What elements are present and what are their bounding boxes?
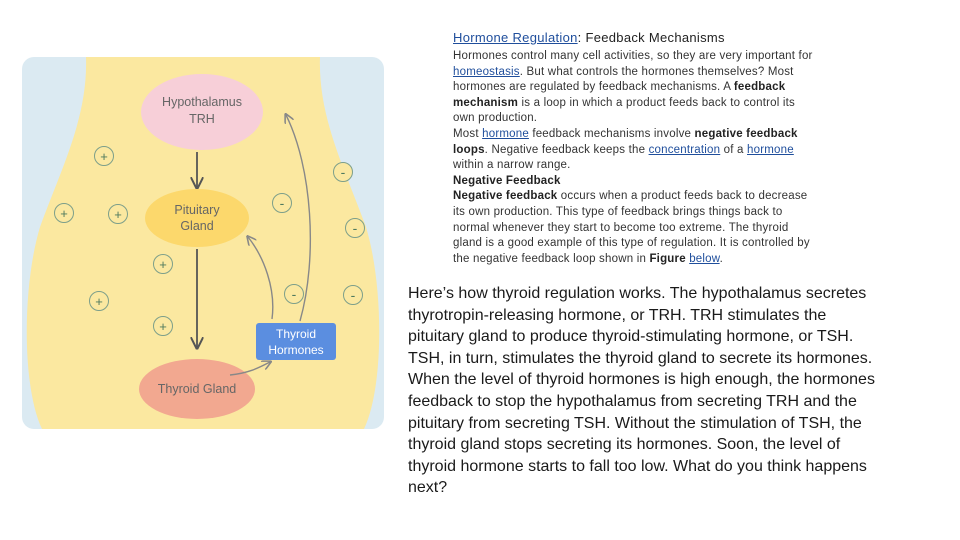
plus-badge-2 bbox=[55, 204, 74, 223]
negative-loops-paragraph bbox=[453, 127, 813, 174]
concentration-link[interactable]: concentration bbox=[648, 143, 721, 156]
negative-feedback-loops-term: negative feedback loops bbox=[453, 127, 798, 156]
plus-badge-5 bbox=[90, 292, 109, 311]
hormone-link-2[interactable]: hormone bbox=[747, 143, 794, 156]
hormone-link[interactable]: hormone bbox=[482, 127, 529, 140]
figure-term: Figure bbox=[649, 252, 686, 265]
trh-label: TRH bbox=[189, 112, 215, 126]
hypothalamus-label: Hypothalamus bbox=[162, 95, 242, 109]
svg-text:-: - bbox=[352, 220, 358, 236]
below-link[interactable]: below bbox=[689, 252, 720, 265]
feedback-mechanism-term: feedback mechanism bbox=[453, 81, 786, 109]
negative-feedback-paragraph bbox=[453, 189, 813, 267]
pituitary-label-line2: Gland bbox=[180, 219, 214, 233]
svg-text:-: - bbox=[350, 287, 356, 303]
p3-period: . bbox=[719, 252, 724, 265]
p3-text-a: occurs when a product feeds back to decrease its own production. This type of feedback brings things back to normal whenever they start to become too extreme. The thyroid gland is a good example of this type of regulation. It is controlled by the negative feedback loop shown in bbox=[453, 190, 810, 265]
pituitary-shape bbox=[145, 189, 249, 247]
svg-text:-: - bbox=[340, 164, 346, 180]
plus-badge-4 bbox=[154, 255, 173, 274]
diagram-svg bbox=[22, 57, 384, 429]
negative-feedback-heading: Negative Feedback bbox=[453, 174, 561, 187]
minus-badge-4 bbox=[285, 285, 304, 304]
intro-paragraph bbox=[453, 49, 813, 127]
thyroid-hormones-label-line1: Thyroid bbox=[275, 327, 317, 341]
thyroid-gland-label: Thyroid Gland bbox=[157, 382, 237, 396]
p2-text-c: . Negative feedback keeps the bbox=[484, 143, 649, 156]
negative-feedback-term: Negative feedback bbox=[453, 190, 558, 203]
article-header bbox=[453, 30, 813, 267]
svg-text:+: + bbox=[159, 257, 167, 272]
svg-text:+: + bbox=[60, 206, 68, 221]
plus-badge-3 bbox=[109, 205, 128, 224]
title-suffix: : Feedback Mechanisms bbox=[577, 30, 725, 45]
thyroid-hormones-label-line2: Hormones bbox=[268, 343, 324, 357]
svg-text:+: + bbox=[114, 207, 122, 222]
main-paragraph: Here’s how thyroid regulation works. The hypothalamus secretes thyrotropin-releasing hormone, or TRH. TRH stimulates the pituitary gland to produce thyroid-stimulating hormone, or TSH. TSH, in turn, stimulates the thyroid gland to secrete its hormones. When the level of thyroid hormones is high enough, the hormones feedback to stop the hypothalamus from secreting TRH and the pituitary from secreting TSH. Without the stimulation of TSH, the thyroid gland stops secreting its hormones. Soon, the level of thyroid hormone starts to fall too low. What do you think happens next? bbox=[408, 285, 875, 497]
plus-badge-1 bbox=[95, 147, 114, 166]
minus-badge-3 bbox=[346, 219, 365, 238]
svg-text:-: - bbox=[291, 286, 297, 302]
p2-text-d: of a bbox=[720, 143, 748, 156]
svg-text:-: - bbox=[279, 195, 285, 211]
plus-badge-6 bbox=[154, 317, 173, 336]
p1-text-a: Hormones control many cell activities, so they are very important for bbox=[453, 50, 813, 62]
p1-text-c: is a loop in which a product feeds back to control its own production. bbox=[453, 96, 795, 125]
svg-text:+: + bbox=[159, 319, 167, 334]
p2-text-b: feedback mechanisms involve bbox=[528, 127, 695, 140]
svg-text:+: + bbox=[100, 149, 108, 164]
minus-badge-5 bbox=[344, 286, 363, 305]
hormone-regulation-link[interactable]: Hormone Regulation bbox=[453, 30, 578, 45]
svg-text:+: + bbox=[95, 294, 103, 309]
homeostasis-link[interactable]: homeostasis bbox=[453, 65, 520, 78]
p2-text-e: within a narrow range. bbox=[453, 159, 571, 172]
p2-text-a: Most bbox=[453, 127, 483, 140]
pituitary-label-line1: Pituitary bbox=[174, 203, 220, 217]
thyroid-regulation-text bbox=[408, 283, 878, 499]
minus-badge-1 bbox=[334, 163, 353, 182]
p1-text-b: . But what controls the hormones themselves? Most hormones are regulated by feedback mechanisms. A bbox=[453, 65, 794, 94]
article-title bbox=[453, 30, 813, 45]
minus-badge-2 bbox=[273, 194, 292, 213]
thyroid-feedback-diagram bbox=[22, 57, 384, 429]
